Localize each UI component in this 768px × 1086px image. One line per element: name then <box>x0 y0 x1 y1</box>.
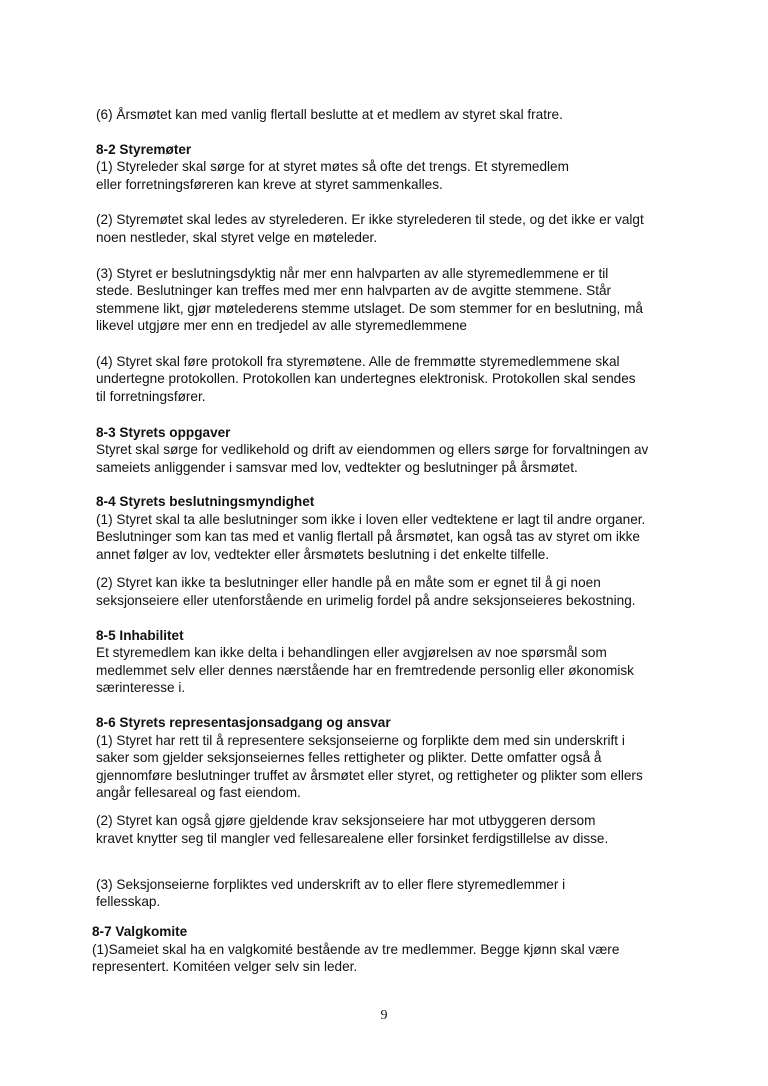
paragraph-line: eller forretningsføreren kan kreve at styret sammenkalles. <box>96 177 443 192</box>
paragraph-line: representert. Komitéen velger selv sin leder. <box>92 959 358 974</box>
paragraph-line: særinteresse i. <box>96 680 186 695</box>
paragraph-line: gjennomføre beslutninger truffet av årsmøtet eller styret, og rettigheter og plikter som ellers <box>96 768 643 783</box>
paragraph-line: sameiets anliggender i samsvar med lov, vedtekter og beslutninger på årsmøtet. <box>96 460 578 475</box>
paragraph-line: stede. Beslutninger kan treffes med mer enn halvparten av de avgitte stemmene. Står <box>96 283 612 298</box>
paragraph-line: (6) Årsmøtet kan med vanlig flertall beslutte at et medlem av styret skal fratre. <box>96 107 563 122</box>
paragraph-line: saker som gjelder seksjonseiernes felles rettigheter og plikter. Dette omfatter også å <box>96 750 602 765</box>
paragraph-line: annet følger av lov, vedtekter eller årsmøtets beslutning i det enkelte tilfelle. <box>96 547 550 562</box>
paragraph-line: (2) Styret kan også gjøre gjeldende krav seksjonseiere har mot utbyggeren dersom <box>96 813 596 828</box>
section-heading-8-5: 8-5 Inhabilitet <box>96 628 184 643</box>
paragraph-line: (3) Styret er beslutningsdyktig når mer enn halvparten av alle styremedlemmene er til <box>96 266 609 281</box>
paragraph-line: (4) Styret skal føre protokoll fra styremøtene. Alle de fremmøtte styremedlemmene skal <box>96 354 620 369</box>
paragraph-line: (1) Styret skal ta alle beslutninger som ikke i loven eller vedtektene er lagt til andre organer. <box>96 512 646 527</box>
paragraph-line: Et styremedlem kan ikke delta i behandlingen eller avgjørelsen av noe spørsmål som <box>96 645 607 660</box>
paragraph-line: til forretningsfører. <box>96 389 206 404</box>
paragraph-line: kravet knytter seg til mangler ved fellesarealene eller forsinket ferdigstillelse av disse. <box>96 831 609 846</box>
paragraph-line: (2) Styret kan ikke ta beslutninger eller handle på en måte som er egnet til å gi noen <box>96 575 601 590</box>
section-heading-8-7: 8-7 Valgkomite <box>92 924 188 939</box>
section-heading-8-4: 8-4 Styrets beslutningsmyndighet <box>96 494 315 509</box>
paragraph-line: (1) Styret har rett til å representere seksjonseierne og forplikte dem med sin underskrift i <box>96 733 625 748</box>
paragraph-line: medlemmet selv eller dennes nærstående har en fremtredende personlig eller økonomisk <box>96 663 634 678</box>
paragraph-line: Styret skal sørge for vedlikehold og drift av eiendommen og ellers sørge for forvaltningen av <box>96 442 649 457</box>
section-heading-8-6: 8-6 Styrets representasjonsadgang og ansvar <box>96 715 391 730</box>
paragraph-line: (1) Styreleder skal sørge for at styret møtes så ofte det trengs. Et styremedlem <box>96 159 569 174</box>
section-heading-8-3: 8-3 Styrets oppgaver <box>96 425 231 440</box>
paragraph-line: noen nestleder, skal styret velge en møteleder. <box>96 230 378 245</box>
paragraph-line: Beslutninger som kan tas med et vanlig flertall på årsmøtet, kan også tas av styret om ikke <box>96 529 640 544</box>
paragraph-line: likevel utgjøre mer enn en tredjedel av alle styremedlemmene <box>96 318 467 333</box>
paragraph-line: undertegne protokollen. Protokollen kan undertegnes elektronisk. Protokollen skal sendes <box>96 371 636 386</box>
paragraph-line: (3) Seksjonseierne forpliktes ved underskrift av to eller flere styremedlemmer i <box>96 877 566 892</box>
paragraph-line: (2) Styremøtet skal ledes av styrelederen. Er ikke styrelederen til stede, og det ikke er valgt <box>96 212 644 227</box>
section-heading-8-2: 8-2 Styremøter <box>96 142 192 157</box>
paragraph-line: (1)Sameiet skal ha en valgkomité bestående av tre medlemmer. Begge kjønn skal være <box>92 942 620 957</box>
paragraph-line: stemmene likt, gjør møtelederens stemme utslaget. De som stemmer for en beslutning, må <box>96 301 643 316</box>
paragraph-line: angår fellesareal og fast eiendom. <box>96 785 301 800</box>
paragraph-line: fellesskap. <box>96 894 161 909</box>
page-number: 9 <box>380 1008 388 1023</box>
paragraph-line: seksjonseiere eller utenforstående en urimelig fordel på andre seksjonseieres bekostning. <box>96 593 636 608</box>
